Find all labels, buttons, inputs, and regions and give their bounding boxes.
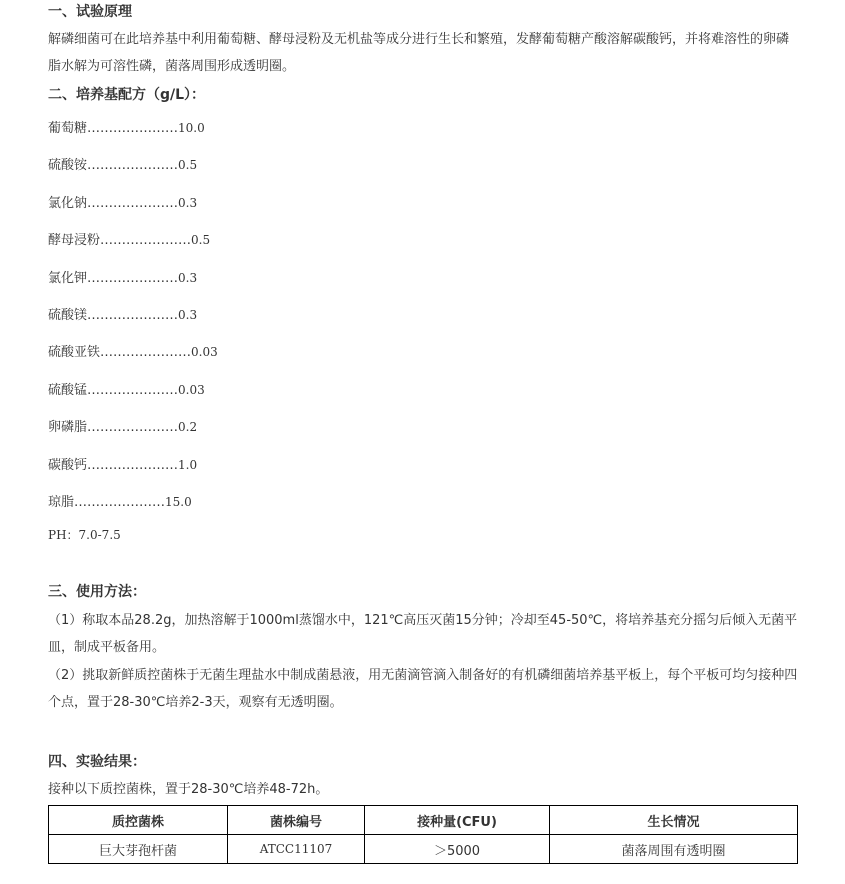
section-results-title: 四、实验结果： [48, 754, 146, 770]
formula-item [48, 155, 197, 176]
formula-item [48, 193, 197, 214]
formula-item [48, 417, 197, 438]
header-strain-id: 菌株编号 [228, 806, 365, 835]
formula-item [48, 230, 210, 251]
formula-item [48, 380, 205, 401]
ingredient-name: 卵磷脂 [48, 420, 88, 435]
header-growth: 生长情况 [550, 806, 798, 835]
leader-dots: ………………… [100, 345, 192, 360]
ingredient-name: 硫酸铵 [48, 158, 88, 173]
ingredient-amount: 0.2 [178, 420, 198, 434]
ingredient-name: 硫酸锰 [48, 383, 88, 398]
ingredient-amount: 0.3 [178, 308, 198, 322]
formula-item [48, 342, 218, 363]
table-row [49, 835, 798, 864]
section-usage-title: 三、使用方法： [48, 584, 146, 600]
ingredient-name: 酵母浸粉 [48, 233, 101, 248]
ingredient-amount: 0.3 [178, 196, 198, 210]
leader-dots: ………………… [87, 121, 179, 136]
ingredient-amount: 0.5 [178, 158, 198, 172]
leader-dots: ………………… [74, 495, 166, 510]
ingredient-name: 碳酸钙 [48, 458, 88, 473]
section-formula-title: 二、培养基配方（g/L）： [48, 87, 206, 103]
ph-range: PH：7.0-7.5 [48, 528, 121, 542]
usage-step-2: （2）挑取新鲜质控菌株于无菌生理盐水中制成菌悬液，用无菌滴管滴入制备好的有机磷细菌培养基平板上，每个平板可均匀接种四个点，置于28-30℃培养2-3天，观察有无透明圈。 [48, 668, 798, 710]
ingredient-name: 氯化钠 [48, 196, 88, 211]
ingredient-amount: 0.03 [191, 345, 218, 359]
formula-item [48, 118, 205, 139]
leader-dots: ………………… [87, 458, 179, 473]
ingredient-amount: 10.0 [178, 121, 205, 135]
leader-dots: ………………… [87, 158, 179, 173]
cell-growth: 菌落周围有透明圈 [550, 835, 798, 864]
leader-dots: ………………… [87, 196, 179, 211]
leader-dots: ………………… [100, 233, 192, 248]
formula-item [48, 492, 192, 513]
results-table [48, 805, 798, 864]
formula-item [48, 455, 197, 476]
results-intro: 接种以下质控菌株，置于28-30℃培养48-72h。 [48, 782, 329, 797]
cell-strain: 巨大芽孢杆菌 [49, 835, 228, 864]
section-principle-title: 一、试验原理 [48, 4, 132, 20]
ingredient-name: 葡萄糖 [48, 121, 88, 136]
ingredient-name: 硫酸镁 [48, 308, 88, 323]
ingredient-name: 氯化钾 [48, 271, 88, 286]
leader-dots: ………………… [87, 383, 179, 398]
header-inoculum: 接种量(CFU) [365, 806, 550, 835]
formula-item [48, 305, 197, 326]
ingredient-name: 硫酸亚铁 [48, 345, 101, 360]
usage-step-1: （1）称取本品28.2g，加热溶解于1000ml蒸馏水中，121℃高压灭菌15分钟；冷却至45-50℃，将培养基充分摇匀后倾入无菌平皿，制成平板备用。 [48, 613, 798, 655]
leader-dots: ………………… [87, 308, 179, 323]
ingredient-amount: 0.3 [178, 271, 198, 285]
section-principle-text: 解磷细菌可在此培养基中利用葡萄糖、酵母浸粉及无机盐等成分进行生长和繁殖，发酵葡萄糖产酸溶解碳酸钙，并将难溶性的卵磷脂水解为可溶性磷，菌落周围形成透明圈。 [48, 32, 790, 74]
ingredient-amount: 15.0 [165, 495, 192, 509]
ingredient-amount: 1.0 [178, 458, 198, 472]
cell-strain-id: ATCC11107 [228, 835, 365, 864]
ingredient-amount: 0.5 [191, 233, 211, 247]
table-header-row [49, 806, 798, 835]
header-strain: 质控菌株 [49, 806, 228, 835]
leader-dots: ………………… [87, 420, 179, 435]
ingredient-name: 琼脂 [48, 495, 75, 510]
leader-dots: ………………… [87, 271, 179, 286]
ingredient-amount: 0.03 [178, 383, 205, 397]
formula-item [48, 268, 197, 289]
cell-inoculum: ＞5000 [365, 835, 550, 864]
